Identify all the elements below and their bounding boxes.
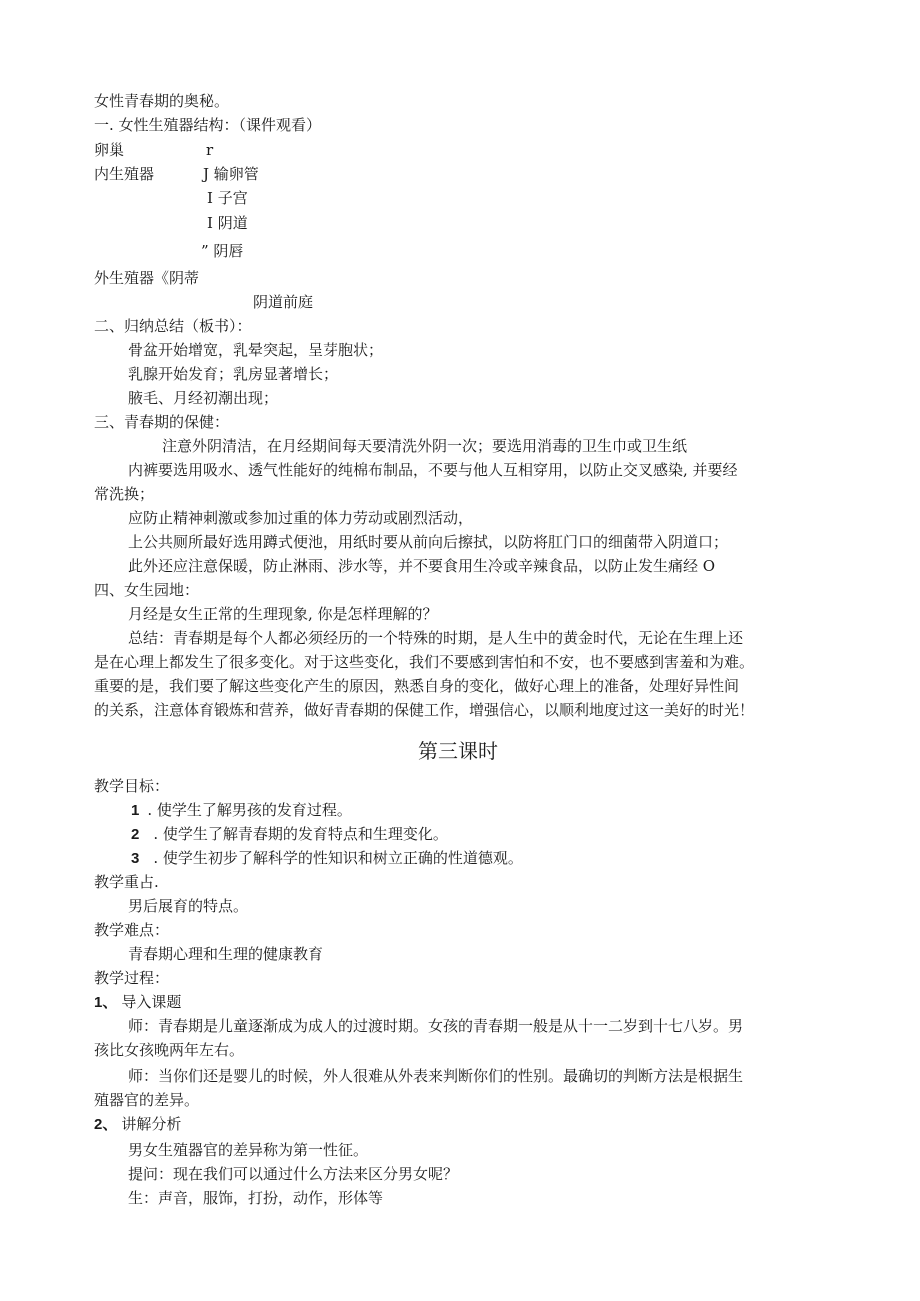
structure-labia: ” 阴唇 bbox=[201, 242, 244, 260]
goal-number: 2 bbox=[131, 826, 140, 843]
paragraph-line: 此外还应注意保暖，防止淋雨、涉水等，并不要食用生冷或辛辣食品，以防止发生痛经 O bbox=[128, 557, 716, 575]
paragraph-line: 师：当你们还是婴儿的时候，外人很难从外表来判断你们的性别。最确切的判断方法是根据生 bbox=[128, 1067, 744, 1085]
goal-number: 1 bbox=[131, 802, 140, 819]
goal-number: 3 bbox=[131, 850, 140, 867]
section-heading-4: 四、女生园地： bbox=[94, 581, 200, 599]
paragraph-line: 生：声音，服饰，打扮，动作，形体等 bbox=[128, 1189, 384, 1207]
structure-external-label: 外生殖器《阴蒂 bbox=[94, 269, 200, 287]
paragraph-line: 上公共厕所最好选用蹲式便池，用纸时要从前向后擦拭，以防将肛门口的细菌带入阴道口； bbox=[128, 533, 729, 551]
section-title: 女性青春期的奥秘。 bbox=[94, 92, 230, 110]
step-heading bbox=[94, 992, 181, 1013]
goal-item bbox=[131, 824, 448, 845]
paragraph-line: 重要的是，我们要了解这些变化产生的原因，熟悉自身的变化，做好心理上的准备，处理好异性间 bbox=[94, 677, 740, 695]
goal-item bbox=[131, 800, 352, 821]
structure-uterus: I 子宫 bbox=[207, 189, 248, 207]
difficulty-label: 教学难点： bbox=[94, 921, 170, 939]
paragraph-line: 师：青春期是儿童逐渐成为成人的过渡时期。女孩的青春期一般是从十一二岁到十七八岁。男 bbox=[128, 1017, 744, 1035]
section-heading-2: 二、归纳总结（板书）： bbox=[94, 317, 252, 335]
paragraph-line: 殖器官的差异。 bbox=[94, 1091, 200, 1109]
focus-text: 男后展育的特点。 bbox=[128, 897, 249, 915]
step-number: 1、 bbox=[94, 994, 118, 1011]
step-number: 2、 bbox=[94, 1116, 118, 1133]
paragraph-line: 的关系，注意体育锻炼和营养，做好青春期的保健工作，增强信心，以顺利地度过这一美好的时光！ bbox=[94, 701, 755, 719]
paragraph-line: 应防止精神刺激或参加过重的体力劳动或剧烈活动， bbox=[128, 509, 474, 527]
structure-vagina: I 阴道 bbox=[207, 214, 248, 232]
paragraph-line: 提问：现在我们可以通过什么方法来区分男女呢？ bbox=[128, 1165, 459, 1183]
section-heading-1: 一. 女性生殖器结构：（课件观看） bbox=[94, 116, 322, 134]
question-line: 月经是女生正常的生理现象, 你是怎样理解的？ bbox=[128, 605, 438, 623]
process-label: 教学过程： bbox=[94, 969, 170, 987]
goal-text: . 使学生初步了解科学的性知识和树立正确的性道德观。 bbox=[153, 849, 523, 867]
paragraph-line: 孩比女孩晚两年左右。 bbox=[94, 1041, 245, 1059]
structure-vestibule: 阴道前庭 bbox=[253, 293, 314, 311]
paragraph-line: 总结：青春期是每个人都必须经历的一个特殊的时期，是人生中的黄金时代，无论在生理上还 bbox=[128, 629, 744, 647]
summary-line: 乳腺开始发育；乳房显著增长； bbox=[128, 365, 339, 383]
step-title: 讲解分析 bbox=[121, 1115, 182, 1133]
difficulty-text: 青春期心理和生理的健康教育 bbox=[128, 945, 324, 963]
paragraph-line: 是在心理上都发生了很多变化。对于这些变化，我们不要感到害怕和不安，也不要感到害羞和为难。 bbox=[94, 653, 755, 671]
paragraph-line: 男女生殖器官的差异称为第一性征。 bbox=[128, 1141, 369, 1159]
structure-fallopian: J 输卵管 bbox=[203, 165, 259, 183]
goal-text: . 使学生了解青春期的发育特点和生理变化。 bbox=[153, 825, 448, 843]
goal-item bbox=[131, 848, 523, 869]
step-title: 导入课题 bbox=[121, 993, 182, 1011]
structure-ovary: 卵巢 bbox=[94, 141, 125, 159]
section-heading-3: 三、青春期的保健： bbox=[94, 413, 230, 431]
goal-text: . 使学生了解男孩的发育过程。 bbox=[147, 801, 352, 819]
paragraph-line: 注意外阴清洁，在月经期间每天要清洗外阴一次；要选用消毒的卫生巾或卫生纸 bbox=[162, 437, 688, 455]
focus-label: 教学重占. bbox=[94, 873, 159, 891]
summary-line: 腋毛、月经初潮出现； bbox=[128, 389, 279, 407]
lesson-title: 第三课时 bbox=[418, 739, 498, 763]
paragraph-line: 常洗换； bbox=[94, 485, 155, 503]
paragraph-line: 内裤要选用吸水、透气性能好的纯棉布制品，不要与他人互相穿用，以防止交叉感染, 并要经 bbox=[128, 461, 738, 479]
step-heading bbox=[94, 1114, 181, 1135]
goals-label: 教学目标： bbox=[94, 777, 170, 795]
structure-bracket-top: r bbox=[206, 141, 214, 159]
structure-internal-label: 内生殖器 bbox=[94, 165, 155, 183]
summary-line: 骨盆开始增宽，乳晕突起，呈芽胞状； bbox=[128, 341, 384, 359]
